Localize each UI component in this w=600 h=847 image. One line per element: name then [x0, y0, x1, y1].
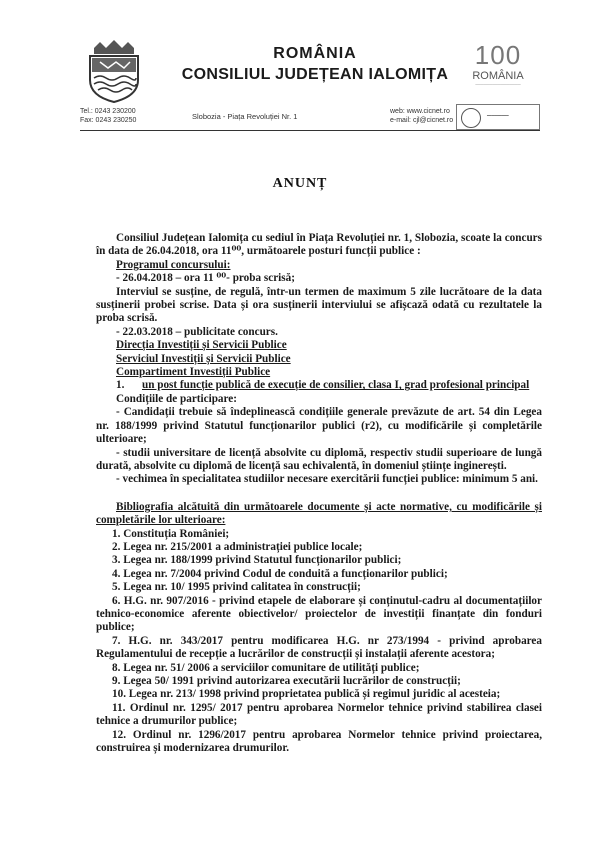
post-number: 1.: [116, 379, 125, 392]
letterhead-title: [160, 44, 470, 86]
stamp-lines: ━━━━━━━━━: [487, 113, 509, 118]
bibliography-heading: Bibliografia alcătuită din următoarele documente și acte normative, cu modificările și completările lor ulterioare:: [96, 500, 542, 527]
country-name: ROMÂNIA: [273, 45, 357, 62]
bibliography-item: 6. H.G. nr. 907/2016 - privind etapele de elaborare și conținutul-cadru al documentațiilor tehnico-economice aferente obiectivelor/ proiectelor de investiții finanțate din fonduri publice;: [96, 594, 542, 634]
service-name: Serviciul Investiții și Servicii Publice: [116, 352, 291, 365]
website: web: www.cicnet.ro: [390, 108, 450, 115]
centenar-label: ROMÂNIA: [472, 70, 524, 82]
announcement-body: [96, 232, 542, 755]
bibliography-item: 1. Constituția României;: [112, 527, 230, 540]
bibliography-item: 5. Legea nr. 10/ 1995 privind calitatea în construcții;: [112, 581, 361, 594]
certification-stamp: [456, 104, 540, 130]
bibliography-list: [96, 528, 542, 756]
address: Slobozia - Piața Revoluției Nr. 1: [192, 112, 298, 121]
bibliography-item: 2. Legea nr. 215/2001 a administrației publice locale;: [112, 540, 363, 553]
bibliography-item: 4. Legea nr. 7/2004 privind Codul de conduită a funcționarilor publici;: [112, 567, 448, 580]
directorate-name: Direcția Investiții și Servicii Publice: [116, 339, 287, 352]
bibliography-item: 3. Legea nr. 188/1999 privind Statutul funcționarilor publici;: [112, 554, 402, 567]
header-divider: [80, 130, 540, 131]
bibliography-item: 8. Legea nr. 51/ 2006 a serviciilor comunitare de utilități publice;: [112, 661, 420, 674]
conditions-heading: Condițiile de participare:: [116, 392, 237, 405]
bibliography-item: 9. Legea 50/ 1991 privind autorizarea executării lucrărilor de construcții;: [112, 675, 461, 687]
centenar-number: 100: [474, 40, 522, 70]
program-publicity: - 22.03.2018 – publicitate concurs.: [116, 325, 278, 338]
county-coat-of-arms: [80, 40, 148, 104]
intro-paragraph: Consiliul Județean Ialomița cu sediul în Piața Revoluției nr. 1, Slobozia, scoate la concurs în data de 26.04.2018, ora 11⁰⁰, următoarele posturi funcții publice :: [96, 232, 542, 258]
compartment-name: Compartiment Investiții Publice: [116, 366, 271, 379]
institution-name: CONSILIUL JUDEȚEAN IALOMIȚA: [181, 66, 449, 83]
condition-item: - studii universitare de licență absolvite cu diplomă, respectiv studii superioare de lungă durată, absolvite cu diplomă de licență sau echivalentă, în domeniul științe inginerești.: [96, 446, 542, 472]
post-item: [96, 379, 542, 392]
email: e-mail: cjl@cicnet.ro: [390, 117, 454, 124]
seal-icon: [461, 108, 481, 128]
bibliography-item: 10. Legea nr. 213/ 1998 privind proprietatea publică și regimul juridic al acesteia;: [112, 688, 501, 701]
fax-number: Fax: 0243 230250: [80, 117, 137, 124]
program-heading: Programul concursului:: [116, 258, 231, 271]
phone-number: Tel.: 0243 230200: [80, 108, 136, 115]
condition-item: - Candidații trebuie să îndeplinească condițiile generale prevăzute de art. 54 din Legea nr. 188/1999 privind Statutul funcționarilor publici (r2), cu modificările și completările ulterioare;: [96, 406, 542, 446]
post-description: un post funcție publică de execuție de consilier, clasa I, grad profesional principal: [142, 379, 530, 392]
condition-item: - vechimea în specialitatea studiilor necesare exercitării funcției publice: minimum 5 ani.: [116, 473, 538, 486]
bibliography-item: 7. H.G. nr. 343/2017 pentru modificarea H.G. nr 273/1994 - privind aprobarea Regulamentului de recepție a lucrărilor de construcții și instalații aferente acestora;: [96, 634, 542, 661]
bibliography-item: 11. Ordinul nr. 1295/ 2017 pentru aprobarea Normelor tehnice privind stabilirea clasei tehnice a drumurilor publice;: [96, 701, 542, 728]
bibliography-item: 12. Ordinul nr. 1296/2017 pentru aprobarea Normelor tehnice privind proiectarea, construirea și modernizarea drumurilor.: [96, 728, 542, 755]
centenar-logo: [458, 40, 538, 100]
program-interview: Interviul se susține, de regulă, într-un termen de maximum 5 zile lucrătoare de la data susținerii probei scrise. Data și ora susținerii interviului se afișcază odată cu rezultatele la proba scrisă.: [96, 285, 542, 325]
announcement-title: ANUNȚ: [272, 176, 328, 191]
centenar-fine-print: ────────────────: [475, 82, 521, 87]
program-written-exam: - 26.04.2018 – ora 11 ⁰⁰- proba scrisă;: [116, 272, 295, 285]
